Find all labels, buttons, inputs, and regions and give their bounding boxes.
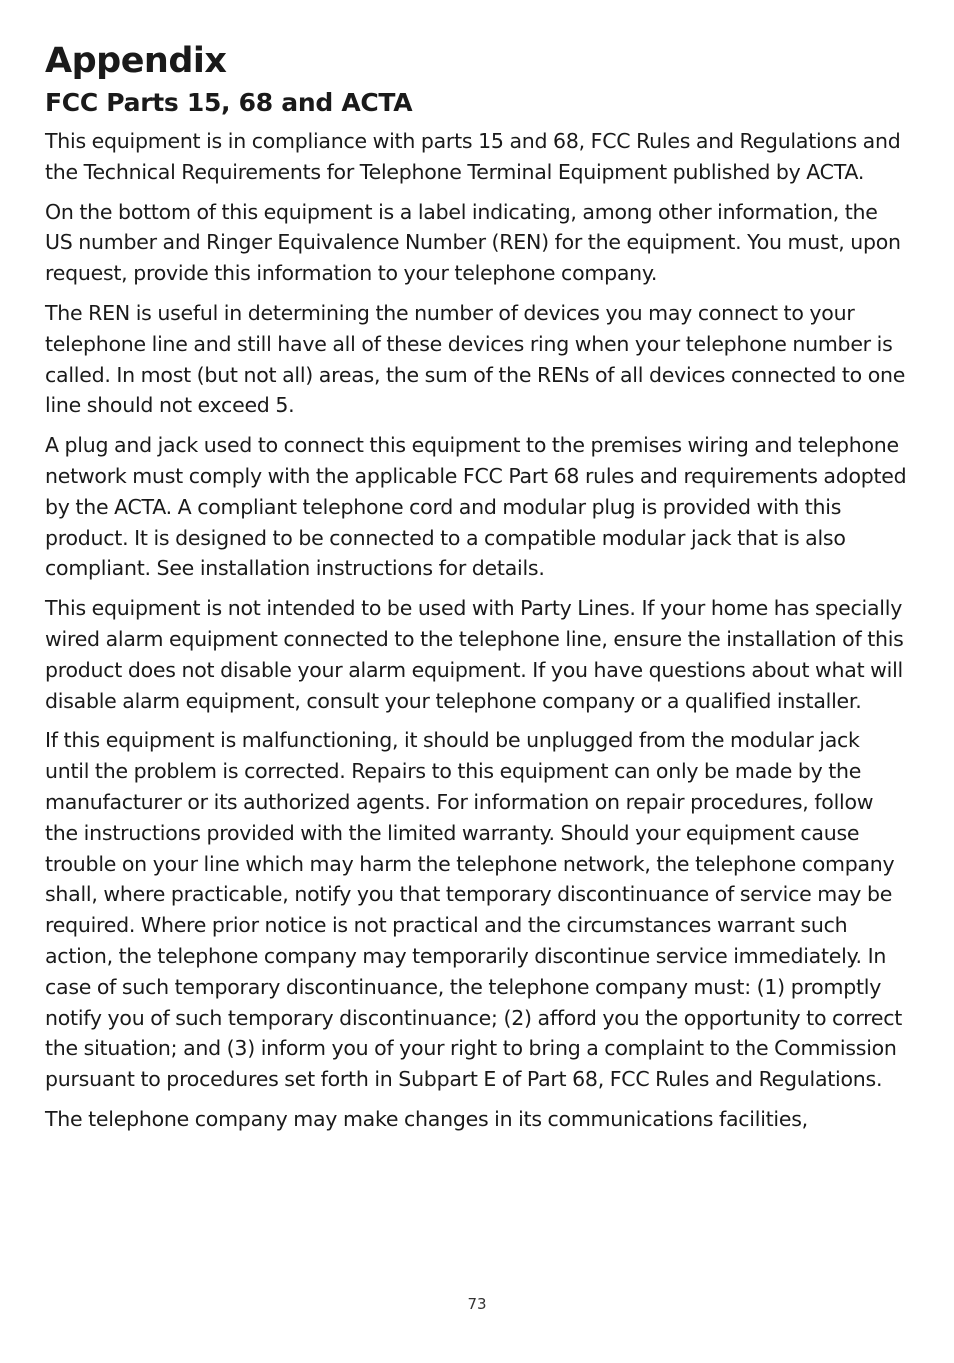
paragraph-party-lines: This equipment is not intended to be used with Party Lines. If your home has specially wired alarm equipment connected to the telephone line, ensure the installation of this product does not disable your alarm equipment. If you have questions about what will disable alarm equipment, consult your telephone company or a qualified installer. (45, 596, 904, 713)
paragraph-malfunction: If this equipment is malfunctioning, it should be unplugged from the modular jack until the problem is corrected. Repairs to this equipment can only be made by the manufacturer or its authorized agents. For information on repair procedures, follow the instructions provided with the limited warranty. Should your equipment cause trouble on your line which may harm the telephone network, the telephone company shall, where practicable, notify you that temporary discontinuance of service may be required. Where prior notice is not practical and the circumstances warrant such action, the telephone company may temporarily discontinue service immediately. In case of such temporary discontinuance, the telephone company must: (1) promptly notify you of such temporary discontinuance; (2) afford you the opportunity to correct the situation; and (3) inform you of your right to bring a complaint to the Commission pursuant to procedures set forth in Subpart E of Part 68, FCC Rules and Regulations. (45, 728, 903, 1092)
paragraph-ren: The REN is useful in determining the number of devices you may connect to your telephone line and still have all of these devices ring when your telephone number is called. In most (but not all) areas, the sum of the RENs of all devices connected to one line should not exceed 5. (45, 300, 906, 418)
paragraph-compliance: This equipment is in compliance with parts 15 and 68, FCC Rules and Regulations and the Technical Requirements for Telephone Terminal Equipment published by ACTA. (45, 129, 901, 184)
paragraph-label-info: On the bottom of this equipment is a label indicating, among other information, the US number and Ringer Equivalence Number (REN) for the equipment. You must, upon request, provide this information to your telephone company. (45, 199, 901, 286)
page-title: Appendix (45, 41, 227, 81)
document-page (45, 38, 907, 1144)
paragraph-plug-jack: A plug and jack used to connect this equipment to the premises wiring and telephone network must comply with the applicable FCC Part 68 rules and requirements adopted by the ACTA. A compliant telephone cord and modular plug is provided with this product. It is designed to be connected to a compatible modular jack that is also compliant. See installation instructions for details. (45, 433, 907, 581)
page-number: 73 (467, 1295, 487, 1313)
section-heading: FCC Parts 15, 68 and ACTA (45, 88, 413, 117)
paragraph-facilities: The telephone company may make changes in its communications facilities, (45, 1106, 808, 1131)
